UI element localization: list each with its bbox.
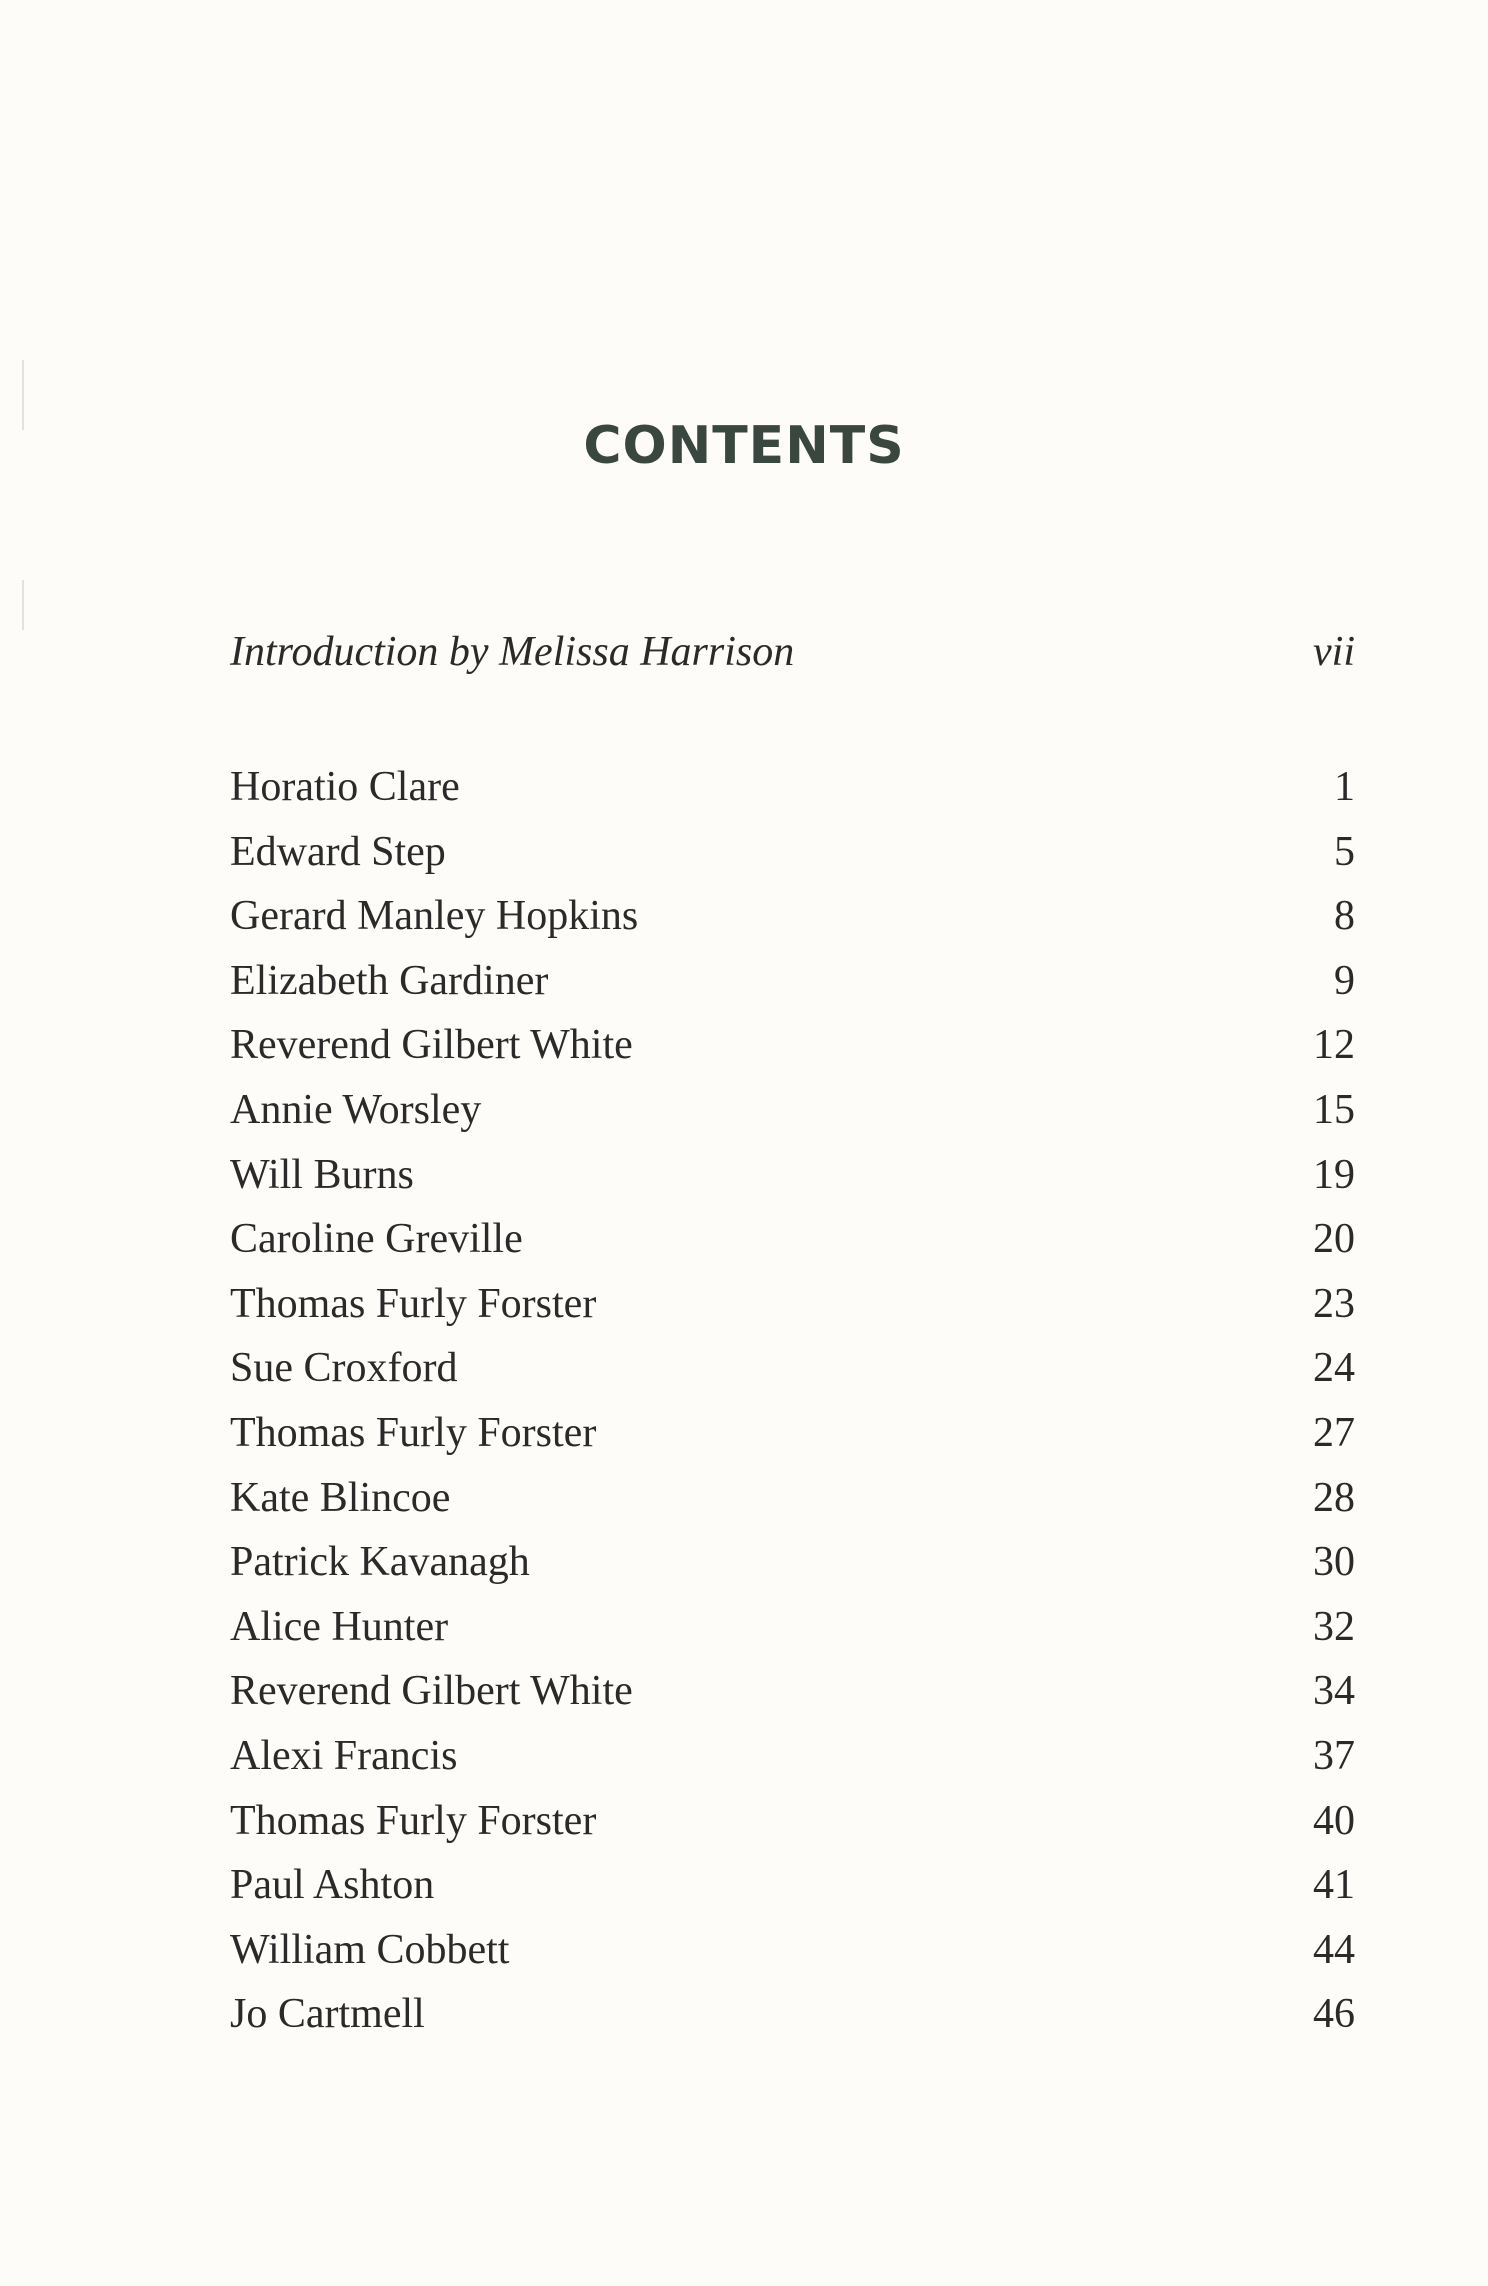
toc-entry-author: Alice Hunter xyxy=(230,1603,449,1650)
toc-entry[interactable] xyxy=(230,1982,1355,2047)
toc-entry-author: Reverend Gilbert White xyxy=(230,1022,633,1069)
toc-entry[interactable] xyxy=(230,1013,1355,1078)
toc-entry-author: Thomas Furly Forster xyxy=(230,1409,597,1456)
toc-entry-page-number: 34 xyxy=(1313,1668,1355,1715)
toc-entry-author: Elizabeth Gardiner xyxy=(230,957,549,1004)
toc-entry[interactable] xyxy=(230,1272,1355,1337)
toc-entry-author: Patrick Kavanagh xyxy=(230,1539,530,1586)
toc-entry-page-number: 46 xyxy=(1313,1991,1355,2038)
toc-entry-author: Thomas Furly Forster xyxy=(230,1280,597,1327)
toc-entry[interactable] xyxy=(230,1724,1355,1789)
toc-entry-author: Alexi Francis xyxy=(230,1732,458,1779)
toc-entry-page-number: 20 xyxy=(1313,1216,1355,1263)
toc-entry-author: Thomas Furly Forster xyxy=(230,1797,597,1844)
toc-entry-page-number: 30 xyxy=(1313,1539,1355,1586)
toc-entry-page-number: 5 xyxy=(1334,828,1355,875)
scan-edge-mark xyxy=(22,580,24,630)
toc-entry[interactable] xyxy=(230,949,1355,1014)
toc-entry-page-number: 23 xyxy=(1313,1280,1355,1327)
toc-entry[interactable] xyxy=(230,1853,1355,1918)
toc-list xyxy=(230,755,1355,2047)
toc-entry[interactable] xyxy=(230,1143,1355,1208)
toc-entry-page-number: 27 xyxy=(1313,1409,1355,1456)
toc-entry-author: Kate Blincoe xyxy=(230,1474,451,1521)
toc-entry-page-number: 40 xyxy=(1313,1797,1355,1844)
introduction-label: Introduction by Melissa Harrison xyxy=(230,629,795,675)
toc-entry[interactable] xyxy=(230,1401,1355,1466)
toc-entry[interactable] xyxy=(230,820,1355,885)
page-title: CONTENTS xyxy=(583,416,905,476)
toc-entry-page-number: 9 xyxy=(1334,957,1355,1004)
introduction-page-number: vii xyxy=(1313,629,1355,675)
toc-entry-page-number: 1 xyxy=(1334,764,1355,810)
toc-entry[interactable] xyxy=(230,1078,1355,1143)
toc-entry-page-number: 32 xyxy=(1313,1603,1355,1650)
toc-entry[interactable] xyxy=(230,1530,1355,1595)
toc-entry-page-number: 15 xyxy=(1313,1086,1355,1133)
toc-entry[interactable] xyxy=(230,1595,1355,1660)
toc-entry-author: Sue Croxford xyxy=(230,1345,458,1392)
toc-entry-page-number: 44 xyxy=(1313,1926,1355,1973)
toc-entry-author: Paul Ashton xyxy=(230,1862,435,1909)
toc-entry-author: Jo Cartmell xyxy=(230,1991,425,2038)
toc-entry-author: Will Burns xyxy=(230,1151,414,1198)
toc-entry-author: Reverend Gilbert White xyxy=(230,1668,633,1715)
toc-introduction[interactable] xyxy=(230,628,1355,688)
toc-entry-page-number: 19 xyxy=(1313,1151,1355,1198)
toc-entry-author: Edward Step xyxy=(230,828,446,875)
toc-entry[interactable] xyxy=(230,1336,1355,1401)
toc-entry-author: William Cobbett xyxy=(230,1926,510,1973)
toc-entry[interactable] xyxy=(230,1918,1355,1983)
toc-entry-author: Gerard Manley Hopkins xyxy=(230,893,639,940)
toc-entry[interactable] xyxy=(230,884,1355,949)
toc-entry-page-number: 12 xyxy=(1313,1022,1355,1069)
toc-entry-page-number: 41 xyxy=(1313,1862,1355,1909)
toc-entry[interactable] xyxy=(230,1659,1355,1724)
toc-entry[interactable] xyxy=(230,755,1355,820)
toc-entry[interactable] xyxy=(230,1789,1355,1854)
toc-entry-page-number: 24 xyxy=(1313,1345,1355,1392)
toc-entry[interactable] xyxy=(230,1207,1355,1272)
toc-entry[interactable] xyxy=(230,1466,1355,1531)
toc-entry-author: Caroline Greville xyxy=(230,1216,523,1263)
toc-entry-author: Horatio Clare xyxy=(230,764,460,810)
toc-entry-page-number: 8 xyxy=(1334,893,1355,940)
toc-entry-author: Annie Worsley xyxy=(230,1086,482,1133)
toc-entry-page-number: 28 xyxy=(1313,1474,1355,1521)
toc-entry-page-number: 37 xyxy=(1313,1732,1355,1779)
